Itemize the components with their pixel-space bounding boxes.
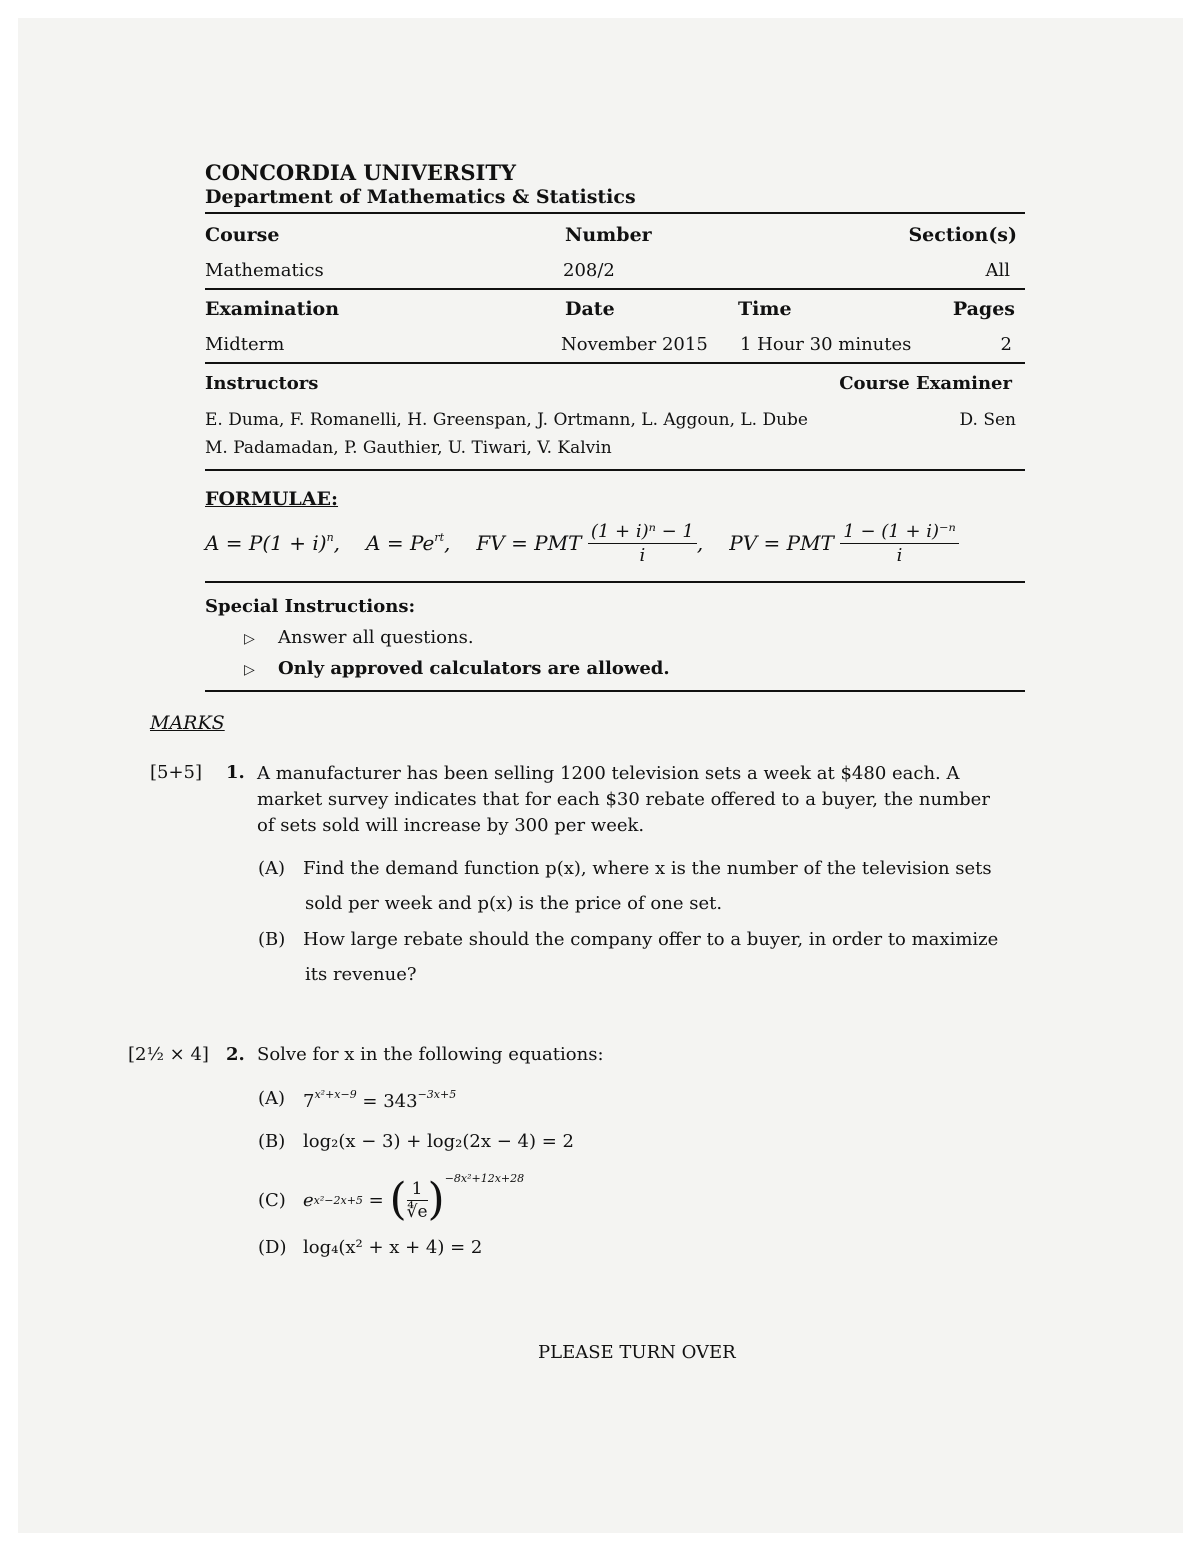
q1-text-line-3: of sets sold will increase by 300 per week. (257, 815, 645, 836)
time-value: 1 Hour 30 minutes (740, 334, 912, 355)
q2a-equation (303, 1088, 456, 1112)
q2-text: Solve for x in the following equations: (257, 1044, 604, 1065)
formula-continuous-text: A = Pe (366, 531, 435, 555)
q1-text (257, 761, 990, 839)
q2c-base: e (303, 1189, 314, 1211)
table-rule-2 (205, 362, 1025, 364)
formula-pv-num: 1 − (1 + i)⁻ⁿ (840, 521, 959, 544)
q2c-equals: = (362, 1189, 390, 1211)
formula-pv-den: i (896, 544, 903, 566)
formula-fv-lhs: FV = PMT (476, 531, 582, 555)
formula-compound-text: A = P(1 + i) (205, 531, 327, 555)
q2a-exp: x²+x−9 (314, 1088, 357, 1101)
examiner-value: D. Sen (959, 410, 1016, 430)
q1a-line-2: sold per week and p(x) is the price of one set. (305, 893, 723, 914)
formula-continuous: $A = Pe^{rt}$, (366, 531, 451, 555)
table-rule-3 (205, 469, 1025, 471)
q1b-line-1: How large rebate should the company offer to a buyer, in order to maximize (303, 929, 999, 950)
q2a-label: (A) (258, 1088, 286, 1109)
examiner-label: Course Examiner (839, 373, 1012, 394)
formula-compound-exp: n (326, 531, 334, 544)
formula-fv-num: (1 + i)ⁿ − 1 (588, 521, 697, 544)
university-name: CONCORDIA UNIVERSITY (205, 160, 516, 185)
formula-fv: FV = PMT $\frac{\text{(1 + i)ⁿ − 1}}{i}$ , (476, 520, 704, 566)
q1-number: 1. (226, 762, 245, 783)
q2b-equation: log₂(x − 3) + log₂(2x − 4) = 2 (303, 1131, 574, 1152)
instruction-item-1: Answer all questions. (278, 627, 474, 648)
number-value: 208/2 (563, 260, 615, 281)
q2-marks: [2½ × 4] (128, 1044, 209, 1065)
number-label: Number (565, 224, 652, 246)
q1a-label: (A) (258, 858, 286, 879)
formulae-rule (205, 581, 1025, 583)
q1-text-line-1: A manufacturer has been selling 1200 television sets a week at $480 each. A (257, 763, 960, 784)
formula-continuous-exp: rt (434, 531, 445, 544)
instructions-rule (205, 690, 1025, 692)
q2c-num: 1 (407, 1179, 428, 1201)
header-rule (205, 212, 1025, 214)
instructors-line-2: M. Padamadan, P. Gauthier, U. Tiwari, V. Kalvin (205, 438, 612, 458)
q1a-line-1: Find the demand function p(x), where x is the number of the television sets (303, 858, 992, 879)
pages-value: 2 (1000, 334, 1012, 355)
date-label: Date (565, 298, 615, 320)
formula-fv-den: i (639, 544, 646, 566)
formula-pv (729, 521, 959, 566)
course-value: Mathematics (205, 260, 324, 281)
sections-label: Section(s) (908, 224, 1017, 246)
date-value: November 2015 (561, 334, 708, 355)
sections-value: All (985, 260, 1010, 281)
q2c-exp: x²−2x+5 (313, 1193, 363, 1207)
q2a-base: 7 (303, 1091, 315, 1112)
q1-marks: [5+5] (150, 762, 203, 783)
q2d-equation: log₄(x² + x + 4) = 2 (303, 1237, 483, 1258)
q2c-den: ∜e (406, 1201, 428, 1222)
department-name: Department of Mathematics & Statistics (205, 186, 636, 208)
examination-label: Examination (205, 298, 340, 320)
course-label: Course (205, 224, 280, 246)
formulae-heading: FORMULAE: (205, 488, 339, 510)
formulae-line (205, 518, 959, 568)
q1-text-line-2: market survey indicates that for each $30 rebate offered to a buyer, the number (257, 789, 990, 810)
instructors-line-1: E. Duma, F. Romanelli, H. Greenspan, J. Ortmann, L. Aggoun, L. Dube (205, 410, 808, 430)
q1b-label: (B) (258, 929, 286, 950)
q2a-mid: = 343 (356, 1091, 418, 1112)
q2-number: 2. (226, 1044, 245, 1065)
bullet-triangle-icon: ▷ (244, 662, 255, 678)
marks-heading: MARKS (150, 712, 225, 734)
formula-pv-lhs: PV = PMT (729, 531, 834, 555)
q2b-label: (B) (258, 1131, 286, 1152)
instructions-heading: Special Instructions: (205, 596, 416, 617)
instructors-label: Instructors (205, 373, 319, 394)
q1b-line-2: its revenue? (305, 964, 417, 985)
table-rule-1 (205, 288, 1025, 290)
formula-compound: $A = P(1 + i)^n$, (205, 531, 341, 555)
instruction-item-2: Only approved calculators are allowed. (278, 658, 670, 679)
q2a-exp2: −3x+5 (417, 1088, 457, 1101)
q2c-equation: e x²−2x+5 = ( $\frac{1}{∜e}$ ) −8x²+12x+28 (303, 1172, 525, 1225)
q2c-label: (C) (258, 1190, 286, 1211)
pages-label: Pages (952, 298, 1015, 320)
time-label: Time (738, 298, 792, 320)
examination-value: Midterm (205, 334, 285, 355)
q2d-label: (D) (258, 1237, 287, 1258)
page-footer: PLEASE TURN OVER (538, 1342, 736, 1363)
q2c-exp2: −8x²+12x+28 (444, 1172, 525, 1185)
bullet-triangle-icon: ▷ (244, 631, 255, 647)
